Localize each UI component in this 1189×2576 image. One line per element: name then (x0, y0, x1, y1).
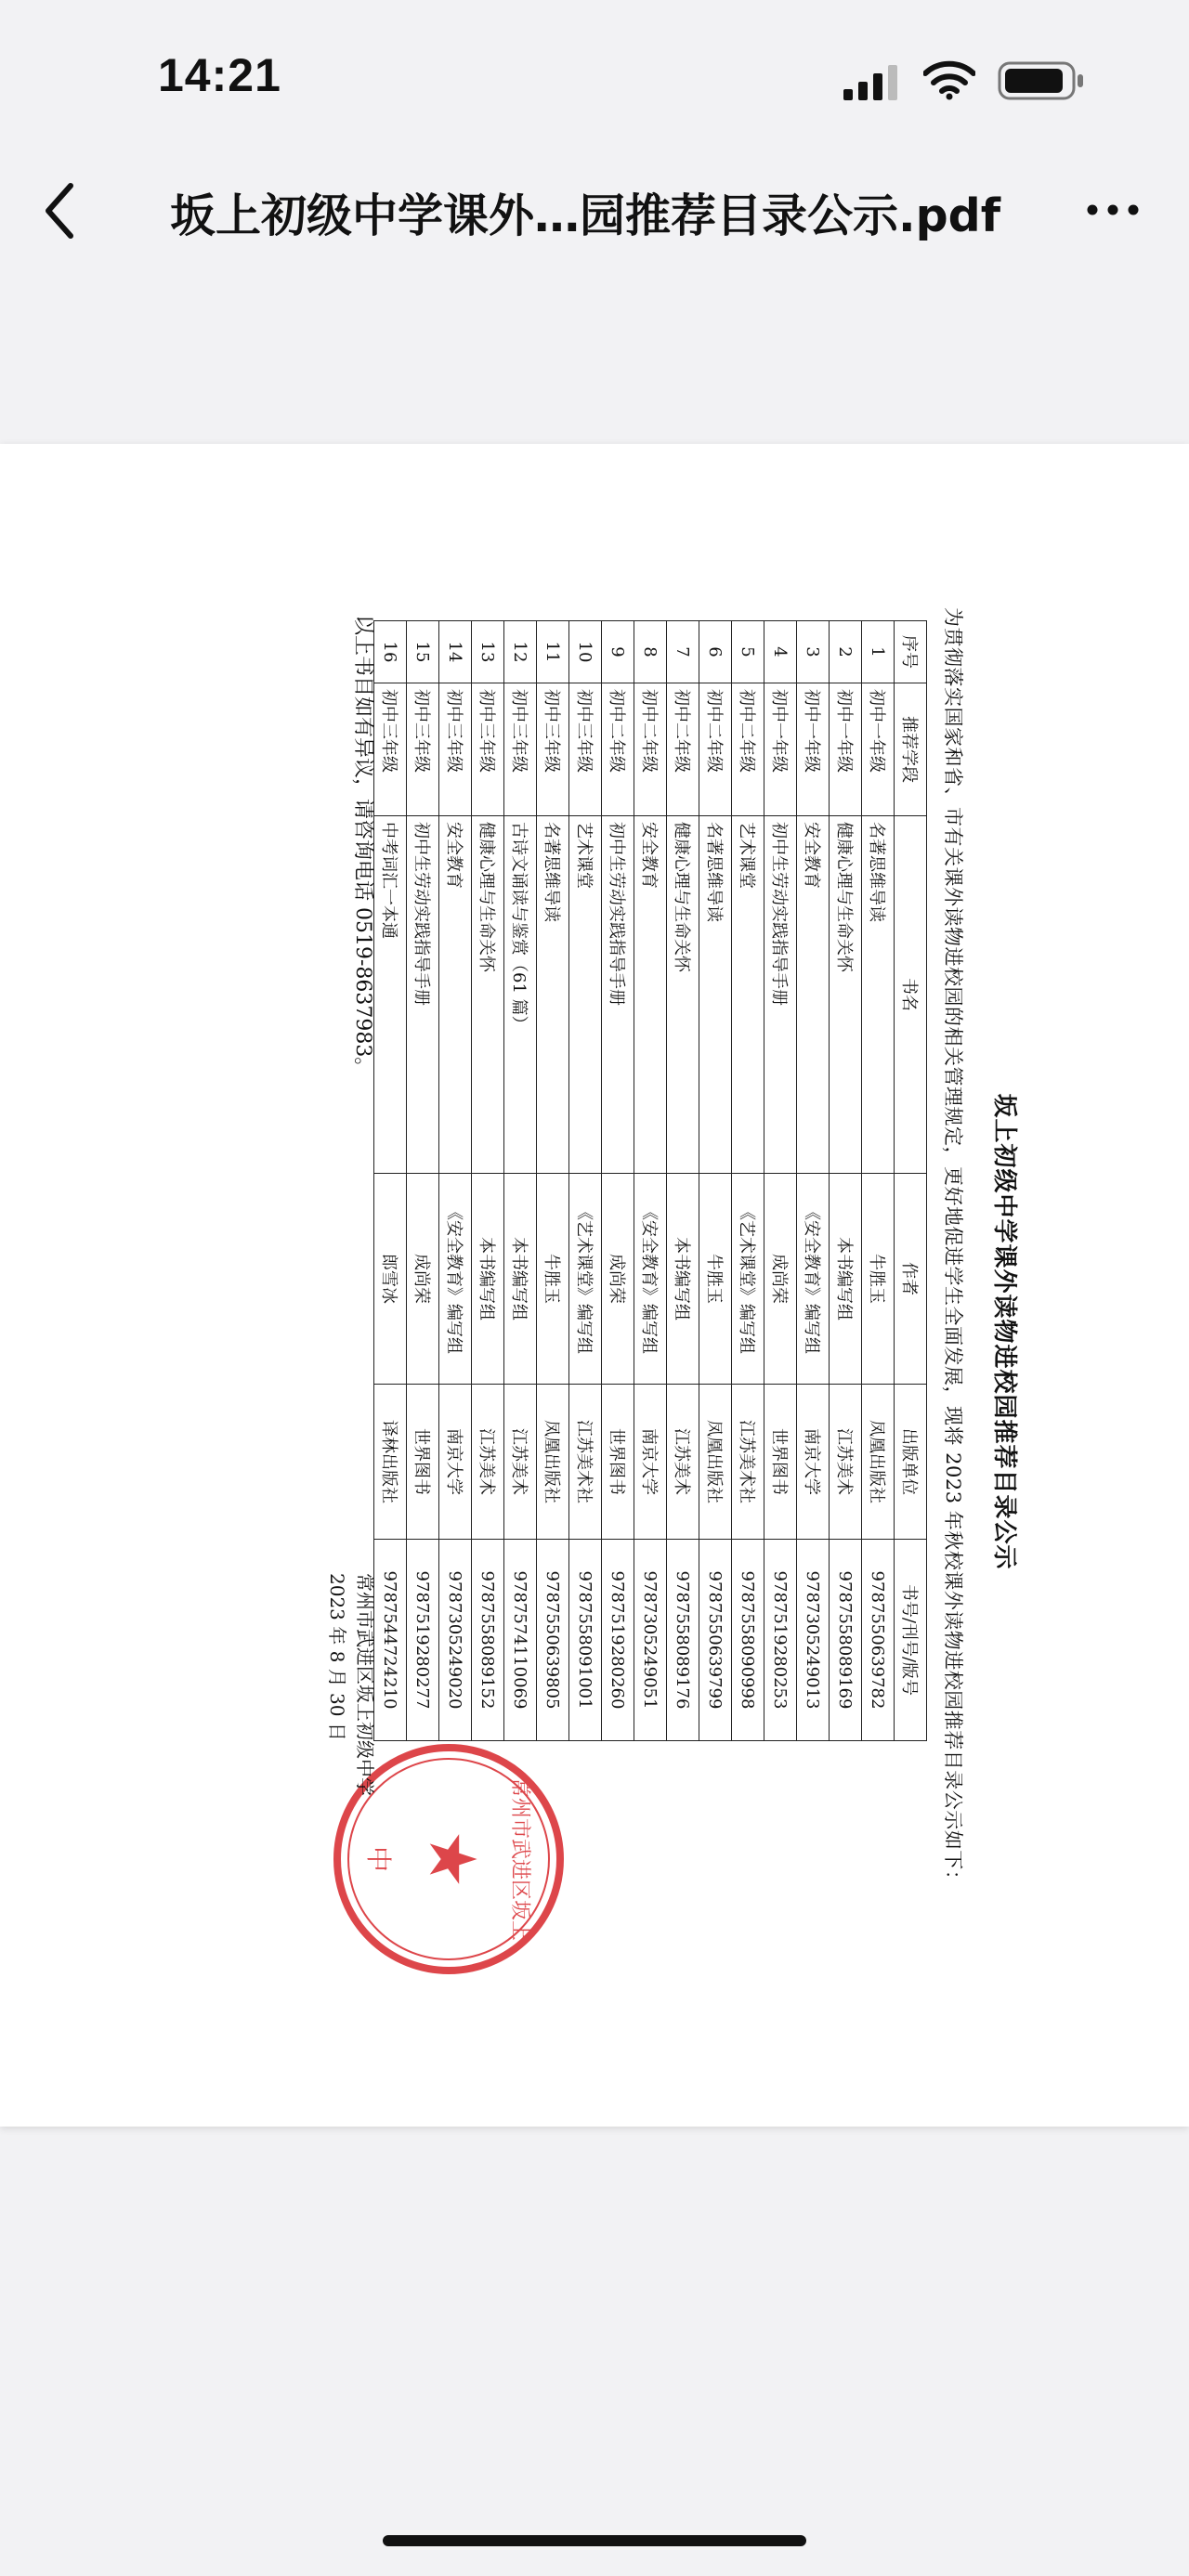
cell-grade: 初中二年级 (602, 683, 634, 816)
cell-index: 4 (764, 621, 797, 683)
cell-grade: 初中二年级 (634, 683, 667, 816)
page-heading: 坂上初级中学课外读物进校园推荐目录公示 (990, 1093, 1018, 1570)
cell-title: 安全教育 (634, 816, 667, 1174)
cell-author: 《安全教育》编写组 (439, 1174, 472, 1385)
cell-isbn: 9787558090998 (732, 1540, 764, 1741)
table-row (537, 621, 569, 1741)
cell-isbn: 9787550639782 (862, 1540, 895, 1741)
cell-grade: 初中三年级 (374, 683, 407, 816)
cell-author: 牛胜玉 (537, 1174, 569, 1385)
cell-publisher: 江苏美术社 (569, 1385, 602, 1540)
cell-publisher: 江苏美术 (830, 1385, 862, 1540)
rotated-page-content (323, 607, 1029, 2056)
cell-author: 成尚荣 (407, 1174, 439, 1385)
cell-title: 古诗文诵读与鉴赏（61 篇） (504, 816, 537, 1174)
cell-author: 本书编写组 (472, 1174, 504, 1385)
cell-index: 6 (699, 621, 732, 683)
table-row (830, 621, 862, 1741)
cell-grade: 初中二年级 (699, 683, 732, 816)
table-row (634, 621, 667, 1741)
signature-block (323, 1573, 379, 1796)
cell-isbn: 9787574110069 (504, 1540, 537, 1741)
cell-index: 3 (797, 621, 830, 683)
cellular-signal-icon (843, 65, 899, 100)
cell-title: 初中生劳动实践指导手册 (764, 816, 797, 1174)
header-index: 序号 (895, 621, 927, 683)
cell-isbn: 9787558089152 (472, 1540, 504, 1741)
cell-grade: 初中二年级 (732, 683, 764, 816)
cell-title: 初中生劳动实践指导手册 (407, 816, 439, 1174)
cell-isbn: 9787519280260 (602, 1540, 634, 1741)
cell-index: 2 (830, 621, 862, 683)
navigation-bar (0, 158, 1189, 269)
cell-isbn: 9787305249020 (439, 1540, 472, 1741)
table-row (569, 621, 602, 1741)
cell-author: 牛胜玉 (699, 1174, 732, 1385)
table-row (699, 621, 732, 1741)
book-list-table (373, 620, 927, 1741)
header-publisher: 出版单位 (895, 1385, 927, 1540)
cell-isbn: 9787544724210 (374, 1540, 407, 1741)
cell-author: 本书编写组 (667, 1174, 699, 1385)
ellipsis-icon[interactable] (1085, 201, 1141, 219)
table-row (407, 621, 439, 1741)
cell-grade: 初中一年级 (830, 683, 862, 816)
cell-publisher: 凤凰出版社 (862, 1385, 895, 1540)
cell-grade: 初中一年级 (862, 683, 895, 816)
cell-publisher: 译林出版社 (374, 1385, 407, 1540)
battery-icon (998, 61, 1085, 100)
cell-publisher: 世界图书 (764, 1385, 797, 1540)
cell-index: 9 (602, 621, 634, 683)
cell-isbn: 9787305249013 (797, 1540, 830, 1741)
header-grade: 推荐学段 (895, 683, 927, 816)
svg-text:★: ★ (414, 1829, 490, 1889)
signature-date: 2023 年 8 月 30 日 (326, 1573, 348, 1741)
cell-author: 成尚荣 (764, 1174, 797, 1385)
cell-author: 牛胜玉 (862, 1174, 895, 1385)
header-isbn: 书号/刊号/版号 (895, 1540, 927, 1741)
status-bar (0, 0, 1189, 158)
cell-title: 艺术课堂 (732, 816, 764, 1174)
table-row (862, 621, 895, 1741)
cell-index: 7 (667, 621, 699, 683)
table-row (602, 621, 634, 1741)
header-author: 作者 (895, 1174, 927, 1385)
cell-isbn: 9787550639799 (699, 1540, 732, 1741)
cell-grade: 初中二年级 (667, 683, 699, 816)
cell-publisher: 南京大学 (797, 1385, 830, 1540)
pdf-page[interactable] (0, 444, 1189, 2127)
cell-isbn: 9787558089176 (667, 1540, 699, 1741)
cell-publisher: 凤凰出版社 (537, 1385, 569, 1540)
cell-title: 健康心理与生命关怀 (472, 816, 504, 1174)
cell-author: 《安全教育》编写组 (797, 1174, 830, 1385)
home-indicator[interactable] (383, 2535, 806, 2546)
cell-author: 《艺术课堂》编写组 (732, 1174, 764, 1385)
table-row (439, 621, 472, 1741)
cell-grade: 初中一年级 (797, 683, 830, 816)
svg-text:常州市武进区坂上: 常州市武进区坂上 (508, 1776, 531, 1942)
cell-isbn: 9787519280253 (764, 1540, 797, 1741)
cell-index: 11 (537, 621, 569, 683)
cell-author: 郎雪冰 (374, 1174, 407, 1385)
document-title: 坂上初级中学课外…园推荐目录公示.pdf (169, 189, 1001, 242)
cell-title: 安全教育 (439, 816, 472, 1174)
cell-grade: 初中三年级 (472, 683, 504, 816)
cell-isbn: 9787558089169 (830, 1540, 862, 1741)
cell-author: 本书编写组 (504, 1174, 537, 1385)
cell-publisher: 世界图书 (602, 1385, 634, 1540)
cell-publisher: 南京大学 (634, 1385, 667, 1540)
cell-index: 8 (634, 621, 667, 683)
cell-title: 名著思维导读 (699, 816, 732, 1174)
cell-grade: 初中一年级 (764, 683, 797, 816)
cell-title: 名著思维导读 (537, 816, 569, 1174)
objection-notice: 以上书目如有异议，请咨询电话 0519-8637983。 (351, 615, 374, 1078)
cell-grade: 初中三年级 (569, 683, 602, 816)
cell-title: 名著思维导读 (862, 816, 895, 1174)
cell-isbn: 9787519280277 (407, 1540, 439, 1741)
table-row (764, 621, 797, 1741)
cell-publisher: 世界图书 (407, 1385, 439, 1540)
cell-publisher: 江苏美术 (472, 1385, 504, 1540)
cell-isbn: 9787558091001 (569, 1540, 602, 1741)
cell-publisher: 江苏美术 (504, 1385, 537, 1540)
cell-publisher: 江苏美术 (667, 1385, 699, 1540)
cell-index: 12 (504, 621, 537, 683)
cell-title: 初中生劳动实践指导手册 (602, 816, 634, 1174)
cell-author: 本书编写组 (830, 1174, 862, 1385)
cell-index: 15 (407, 621, 439, 683)
cell-index: 1 (862, 621, 895, 683)
clock: 14:21 (158, 49, 281, 101)
cell-index: 10 (569, 621, 602, 683)
cell-title: 健康心理与生命关怀 (830, 816, 862, 1174)
cell-isbn: 9787550639805 (537, 1540, 569, 1741)
wifi-icon (923, 59, 975, 100)
chevron-left-icon[interactable] (37, 178, 84, 243)
cell-publisher: 凤凰出版社 (699, 1385, 732, 1540)
table-row (472, 621, 504, 1741)
cell-title: 健康心理与生命关怀 (667, 816, 699, 1174)
cell-author: 《安全教育》编写组 (634, 1174, 667, 1385)
cell-title: 艺术课堂 (569, 816, 602, 1174)
header-title: 书名 (895, 816, 927, 1174)
cell-isbn: 9787305249051 (634, 1540, 667, 1741)
cell-title: 安全教育 (797, 816, 830, 1174)
cell-title: 中考词汇一本通 (374, 816, 407, 1174)
cell-publisher: 江苏美术社 (732, 1385, 764, 1540)
cell-grade: 初中三年级 (439, 683, 472, 816)
cell-grade: 初中三年级 (504, 683, 537, 816)
cell-author: 成尚荣 (602, 1174, 634, 1385)
cell-index: 16 (374, 621, 407, 683)
cell-publisher: 南京大学 (439, 1385, 472, 1540)
table-row (667, 621, 699, 1741)
cell-index: 13 (472, 621, 504, 683)
table-row (797, 621, 830, 1741)
table-header-row (895, 621, 927, 1741)
intro-paragraph: 为贯彻落实国家和省、市有关课外读物进校园的相关管理规定，更好地促进学生全面发展，现将 2023 年秋校课外读物进校园推荐目录公示如下： (942, 607, 964, 1891)
cell-author: 《艺术课堂》编写组 (569, 1174, 602, 1385)
signature-org: 常州市武进区坂上初级中学 (354, 1573, 376, 1796)
cell-index: 14 (439, 621, 472, 683)
svg-text:中: 中 (363, 1845, 394, 1873)
table-row (732, 621, 764, 1741)
cell-grade: 初中三年级 (407, 683, 439, 816)
cell-index: 5 (732, 621, 764, 683)
cell-grade: 初中三年级 (537, 683, 569, 816)
table-row (504, 621, 537, 1741)
